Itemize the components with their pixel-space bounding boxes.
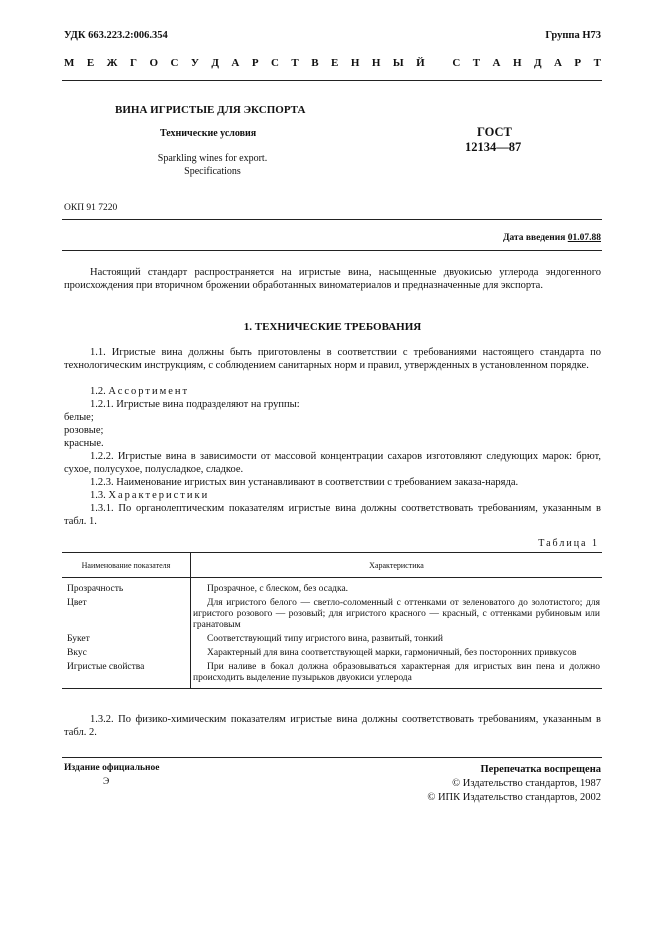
banner-letter: Д <box>211 57 219 69</box>
clause-1-2 <box>64 385 601 398</box>
indicator-name: Цвет <box>62 598 191 634</box>
banner-letter: Ж <box>106 57 118 69</box>
banner-letter: Е <box>86 57 95 69</box>
clause-title: Ассортимент <box>108 386 190 397</box>
indicator-value <box>191 648 603 662</box>
date-label: Дата введения <box>502 233 568 243</box>
intro-paragraph: Настоящий стандарт распространяется на игристые вина, насыщенные двуокисью углерода эндогенного происхождения при вторичном брожении обработанных виноматериалов и предназначенные для экспорта. <box>64 267 601 291</box>
banner-letter: Н <box>371 57 381 69</box>
copyright-block <box>427 763 601 805</box>
gost-label: ГОСТ <box>477 125 512 139</box>
indicator-value <box>191 578 603 599</box>
banner-letter: У <box>190 57 199 69</box>
clause-1-2-1: 1.2.1. Игристые вина подразделяют на группы: <box>90 399 300 410</box>
indicator-name: Букет <box>62 634 191 648</box>
value-text: Характерный для вина соответствующей марки, гармоничный, без посторонних привкусов <box>207 648 577 658</box>
effective-date <box>503 233 601 243</box>
clause-1-2-3: 1.2.3. Наименование игристых вин устанавливают в соответствии с требованием заказа-наряда. <box>90 477 519 488</box>
clause-1-3-1: 1.3.1. По органолептическим показателям игристые вина должны соответствовать требованиям, указанным в табл. 1. <box>64 503 601 527</box>
banner-letter: Р <box>251 57 259 69</box>
banner-letter: Ы <box>392 57 404 69</box>
reprint-notice: Перепечатка воспрещена <box>480 764 601 775</box>
header-rule <box>62 80 602 81</box>
table-row <box>62 648 602 662</box>
banner-letter: М <box>64 57 75 69</box>
indicator-value <box>191 598 603 634</box>
copyright-line: © ИПК Издательство стандартов, 2002 <box>427 792 601 803</box>
banner-letter: Д <box>533 57 542 69</box>
banner-letter: Т <box>593 57 601 69</box>
indicator-name: Прозрачность <box>62 578 191 599</box>
gost-number: 12134—87 <box>465 140 522 154</box>
date-value: 01.07.88 <box>567 233 601 243</box>
gost-designation <box>465 125 521 155</box>
banner-letter: С <box>271 57 279 69</box>
copyright-line: © Издательство стандартов, 1987 <box>452 778 601 789</box>
group-item: красные. <box>64 438 104 449</box>
clause-number: 1.3. <box>90 490 109 501</box>
clause-1-2-2: 1.2.2. Игристые вина в зависимости от массовой концентрации сахаров изготовляют следующих марок: брют, сухое, полусухое, полусладкое, сладкое. <box>64 451 601 475</box>
standard-banner <box>64 57 601 69</box>
table-row <box>62 598 602 634</box>
banner-letter: Й <box>416 57 425 69</box>
clause-1-1: 1.1. Игристые вина должны быть приготовлены в соответствии с требованиями настоящего стандарта по технологическим инструкциям, с соблюдением санитарных норм и правил, утвержденных в установленном порядке. <box>64 347 601 371</box>
english-title-line-2: Specifications <box>184 166 241 177</box>
group-item: розовые; <box>64 425 104 436</box>
banner-letter: Н <box>512 57 522 69</box>
footer-rule <box>62 757 602 758</box>
table-caption: Таблица 1 <box>538 538 599 549</box>
banner-letter: А <box>231 57 240 69</box>
table-row <box>62 662 602 689</box>
edition-mark: Э <box>103 777 110 787</box>
clause-title: Характеристики <box>108 490 210 501</box>
column-header: Наименование показателя <box>62 553 191 578</box>
date-rule <box>62 250 602 251</box>
official-edition: Издание официальное <box>64 763 160 773</box>
value-text: Для игристого белого — светло-соломенный с оттенками от зеленоватого до золотистого; для игристого розового — розовый; для игристого красного — красный, с оттенками рубиновым или гранатовым <box>193 598 600 630</box>
banner-letter: А <box>492 57 501 69</box>
banner-letter: Т <box>291 57 299 69</box>
okp-code: ОКП 91 7220 <box>64 203 118 213</box>
banner-letter: Г <box>129 57 137 69</box>
indicator-value <box>191 662 603 689</box>
banner-letter: Е <box>331 57 339 69</box>
column-header: Характеристика <box>191 553 603 578</box>
document-subtitle: Технические условия <box>160 128 257 139</box>
group-code: Группа Н73 <box>545 30 601 41</box>
table-row <box>62 578 602 599</box>
banner-letter: Н <box>350 57 360 69</box>
english-title-line-1: Sparkling wines for export. <box>157 153 268 164</box>
clause-1-3-2: 1.3.2. По физико-химическим показателям игристые вина должны соответствовать требованиям, указанным в табл. 2. <box>64 714 601 738</box>
indicator-name: Игристые свойства <box>62 662 191 689</box>
banner-letter: О <box>149 57 158 69</box>
clause-1-3 <box>64 489 601 502</box>
group-item: белые; <box>64 412 94 423</box>
udk-code: УДК 663.223.2:006.354 <box>64 30 168 41</box>
organoleptic-table <box>62 552 602 689</box>
banner-letter <box>437 57 440 69</box>
banner-letter: Т <box>472 57 481 69</box>
banner-letter: А <box>553 57 562 69</box>
table-header-row <box>62 553 602 578</box>
english-title <box>100 152 325 178</box>
value-text: Соответствующий типу игристого вина, развитый, тонкий <box>207 634 443 644</box>
banner-letter: С <box>170 57 179 69</box>
banner-letter: В <box>311 57 319 69</box>
document-title: ВИНА ИГРИСТЫЕ ДЛЯ ЭКСПОРТА <box>115 104 306 116</box>
okp-rule <box>62 219 602 220</box>
indicator-name: Вкус <box>62 648 191 662</box>
indicator-value <box>191 634 603 648</box>
banner-letter: С <box>452 57 461 69</box>
value-text: При наливе в бокал должна образовываться характерная для игристых вин пена и должно происходить выделение пузырьков двуокиси углерода <box>193 662 600 683</box>
clause-number: 1.2. <box>90 386 109 397</box>
banner-letter: Р <box>574 57 582 69</box>
table-row <box>62 634 602 648</box>
value-text: Прозрачное, с блеском, без осадка. <box>207 584 349 594</box>
section-heading: 1. ТЕХНИЧЕСКИЕ ТРЕБОВАНИЯ <box>243 321 422 333</box>
